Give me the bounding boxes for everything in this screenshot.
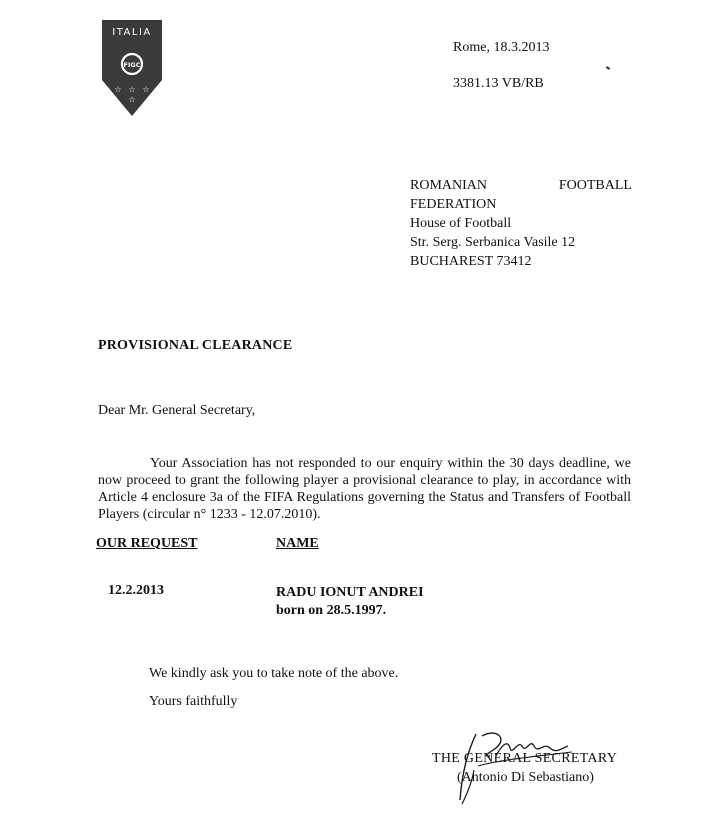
- figc-italia-logo: [100, 18, 164, 118]
- letter-subject: PROVISIONAL CLEARANCE: [98, 338, 293, 353]
- closing-note: We kindly ask you to take note of the above.: [149, 666, 399, 681]
- recipient-line4: Str. Serg. Serbanica Vasile 12: [410, 235, 576, 250]
- sign-off: Yours faithfully: [149, 694, 238, 709]
- column-header-request: OUR REQUEST: [96, 536, 198, 551]
- svg-text:☆: ☆: [142, 85, 150, 94]
- signatory-name: (Antonio Di Sebastiano): [457, 770, 594, 785]
- recipient-line5: BUCHAREST 73412: [410, 254, 532, 269]
- request-date: 12.2.2013: [108, 583, 164, 598]
- salutation: Dear Mr. General Secretary,: [98, 403, 256, 418]
- recipient-line3: House of Football: [410, 216, 512, 231]
- logo-text: ITALIA: [112, 27, 152, 38]
- date-line: Rome, 18.3.2013: [453, 40, 550, 55]
- recipient-line2: FEDERATION: [410, 197, 497, 212]
- recipient-line1-right: FOOTBALL: [558, 178, 632, 193]
- column-header-name: NAME: [276, 536, 319, 551]
- reference-number: 3381.13 VB/RB: [453, 76, 544, 91]
- player-birth: born on 28.5.1997.: [276, 603, 387, 618]
- logo-badge: FIGC: [123, 61, 141, 69]
- signatory-title: THE GENERAL SECRETARY: [432, 751, 618, 766]
- recipient-line1-left: ROMANIAN: [410, 178, 487, 193]
- svg-text:☆: ☆: [128, 95, 136, 104]
- player-name: RADU IONUT ANDREI: [276, 585, 424, 600]
- handwritten-signature: [438, 726, 578, 806]
- letter-body: [98, 455, 631, 523]
- svg-text:☆: ☆: [114, 85, 122, 94]
- svg-text:☆: ☆: [128, 85, 136, 94]
- recipient-address: [410, 176, 632, 271]
- letter-body-text: Your Association has not responded to our enquiry within the 30 days deadline, we now proceed to grant the following player a provisional clearance to play, in accordance with Article 4 enclosure 3a of the FIFA Regulations governing the Status and Transfers of Football Players (circular n° 1233 - 12.07.2010).: [98, 456, 631, 522]
